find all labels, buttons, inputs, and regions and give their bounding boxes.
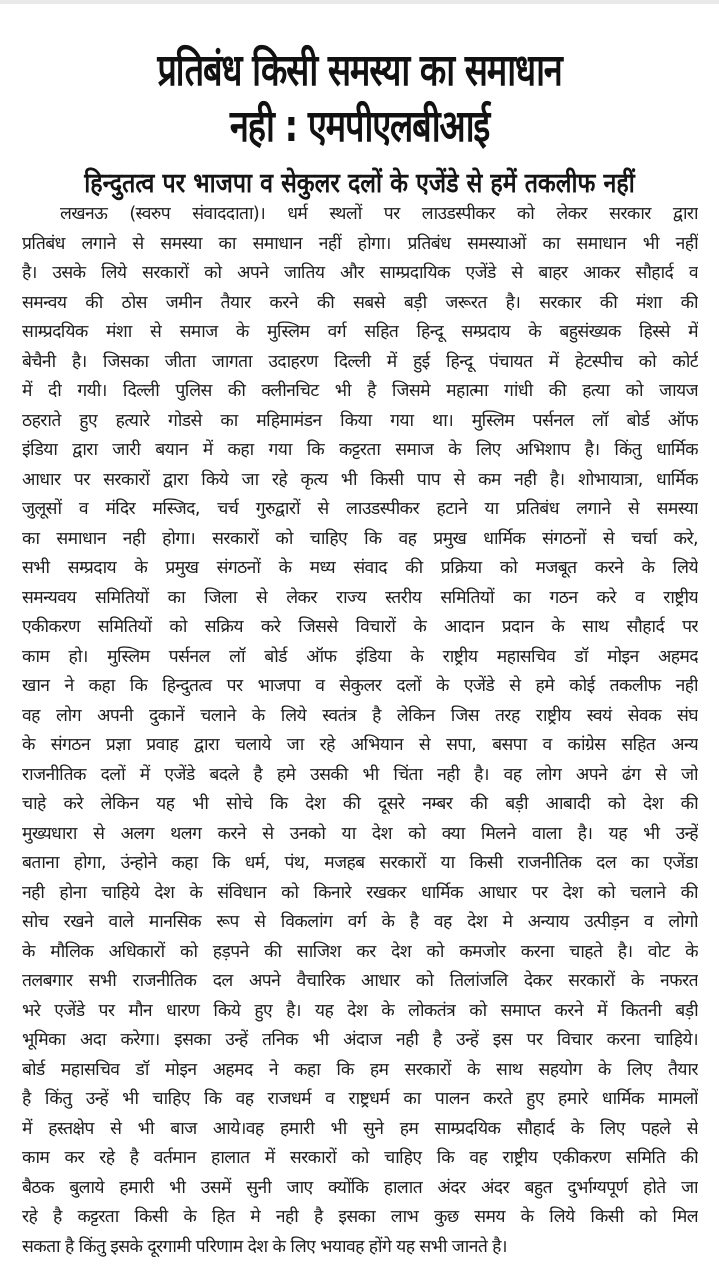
body-line: समन्यवय समितियों का जिला से लेकर राज्य स्तरीय समितियों का गठन करे व राष्ट्रीय	[22, 587, 698, 608]
body-line: वह लोग अपनी दुकानें चलाने के लिये स्वतंत्र है लेकिन जिस तरह राष्ट्रीय स्वयं सेवक संघ	[22, 705, 698, 726]
body-line: में दी गयी। दिल्ली पुलिस की क्लीनचिट भी है जिसमे महात्मा गांधी की हत्या को जायज	[22, 381, 698, 401]
body-line: सोच रखने वाले मानसिक रूप से विकलांग वर्ग के है वह देश मे अन्याय उत्पीड़न व लोगो	[22, 912, 698, 932]
body-line: लखनऊ (स्वरुप संवाददाता)। धर्म स्थलों पर लाउडस्पीकर को लेकर सरकार द्वारा	[60, 204, 698, 224]
body-line: बेचैनी है। जिसका जीता जागता उदाहरण दिल्ली में हुई हिन्दू पंचायत में हेटस्पीच को कोर्ट	[22, 351, 698, 372]
body-line: बोर्ड महासचिव डॉ मोइन अहमद ने कहा कि हम सरकारों के साथ सहयोग के लिए तैयार	[22, 1059, 698, 1080]
body-line: के मौलिक अधिकारों को हड़पने की साजिश कर देश को कमजोर करना चाहते है। वोट के	[22, 941, 698, 962]
body-line: बताना होगा, उंन्होने कहा कि धर्म, पंथ, मजहब सरकारों या किसी राजनीतिक दल का एजेंडा	[22, 853, 698, 873]
body-line: भूमिका अदा करेगा। इसका उन्हें तनिक भी अंदाज नही है उन्हें इस पर विचार करना चाहिये।	[22, 1030, 698, 1050]
body-line: है। उसके लिये सरकारों को अपने जातिय और साम्प्रदायिक एजेंडे से बाहर आकर सौहार्द व	[22, 263, 698, 283]
body-line: में हस्तक्षेप से भी बाज आये।वह हमारी भी सुने हम साम्प्रदयिक सौहार्द के लिए पहले से	[22, 1118, 698, 1139]
body-line: सभी सम्प्रदाय के प्रमुख संगठनों के मध्य संवाद की प्रक्रिया को मजबूत करने के लिये	[22, 558, 698, 578]
body-line: राजनीतिक दलों में एजेंडे बदले है हमे उसकी भी चिंता नही है। वह लोग अपने ढंग से जो	[22, 764, 698, 785]
body-line: एकीकरण समितियों को सक्रिय करे जिससे विचारों के आदान प्रदान के साथ सौहार्द पर	[22, 617, 698, 637]
body-line: के संगठन प्रज्ञा प्रवाह द्वारा चलाये जा रहे अभियान से सपा, बसपा व कांग्रेस सहित अन्य	[22, 735, 698, 755]
body-line: समन्वय की ठोस जमीन तैयार करने की सबसे बड़ी जरूरत है। सरकार की मंशा की	[22, 292, 698, 313]
page-top-edge	[0, 0, 719, 4]
body-line: ठहराते हुए हत्यारे गोडसे का महिमामंडन किया गया था। मुस्लिम पर्सनल लॉ बोर्ड ऑफ	[22, 410, 698, 431]
body-line: प्रतिबंध लगाने से समस्या का समाधान नहीं होगा। प्रतिबंध समस्याओं का समाधान भी नहीं	[22, 233, 698, 254]
article-body	[22, 200, 698, 1262]
body-line: जुलूसों व मंदिर मस्जिद, चर्च गुरुद्वारों से लाउडस्पीकर हटाने या प्रतिबंध लगाने से समस्या	[22, 499, 698, 519]
body-line: नही होना चाहिये देश के संविधान को किनारे रखकर धार्मिक आधार पर देश को चलाने की	[22, 882, 698, 903]
headline-line-1: प्रतिबंध किसी समस्या का समाधान	[157, 45, 562, 97]
body-line: बैठक बुलाये हमारी भी उसमें सुनी जाए क्योंकि हालात अंदर अंदर बहुत दुर्भाग्यपूर्ण होते जा	[22, 1177, 698, 1198]
body-line: काम हो। मुस्लिम पर्सनल लॉ बोर्ड ऑफ इंडिया के राष्ट्रीय महासचिव डॉ मोइन अहमद	[22, 646, 698, 667]
body-line: तलबगार सभी राजनीतिक दल अपने वैचारिक आधार को तिलांजलि देकर सरकारों के नफरत	[22, 971, 698, 991]
body-line: काम कर रहे है वर्तमान हालात में सरकारों को चाहिए कि वह राष्ट्रीय एकीकरण समिति की	[22, 1148, 698, 1168]
article-headline	[79, 43, 640, 155]
body-line: आधार पर सरकारों द्वारा किये जा रहे कृत्य भी किसी पाप से कम नही है। शोभायात्रा, धार्मिक	[22, 469, 698, 490]
body-line: रहे है कट्टरता किसी के हित मे नही है इसका लाभ कुछ समय के लिये किसी को मिल	[22, 1207, 698, 1227]
body-line: साम्प्रदयिक मंशा से समाज के मुस्लिम वर्ग सहित हिन्दू सम्प्रदाय के बहुसंख्यक हिस्से में	[22, 322, 698, 342]
body-line: चाहे करे लेकिन यह भी सोचे कि देश की दूसरे नम्बर की बड़ी आबादी को देश की	[22, 794, 698, 814]
body-line: खान ने कहा कि हिन्दुतत्व पर भाजपा व सेकुलर दलों के एजेंडे से हमे कोई तकलीफ नही	[22, 676, 698, 696]
body-line: भरे एजेंडे पर मौन धारण किये हुए है। यह देश के लोकतंत्र को समाप्त करने में कितनी बड़ी	[22, 1000, 698, 1021]
headline-line-2: नही : एमपीएलबीआई	[229, 101, 490, 153]
body-line: मुख्यधारा से अलग थलग करने से उनको या देश को क्या मिलने वाला है। यह भी उन्हें	[22, 823, 698, 844]
body-line: है किंतु उन्हें भी चाहिए कि वह राजधर्म व राष्ट्रधर्म का पालन करते हुए हमारे धार्मिक मामलों	[22, 1089, 698, 1109]
body-line: इंडिया द्वारा जारी बयान में कहा गया कि कट्टरता समाज के लिए अभिशाप है। किंतु धार्मिक	[22, 440, 698, 460]
article-subheadline: हिन्दुतत्व पर भाजपा व सेकुलर दलों के एजेंडे से हमें तकलीफ नहीं	[84, 168, 635, 200]
body-line: सकता है किंतु इसके दूरगामी परिणाम देश के लिए भयावह होंगे यह सभी जानते है।	[22, 1236, 507, 1257]
body-line: का समाधान नही होगा। सरकारों को चाहिए कि वह प्रमुख धार्मिक संगठनों से चर्चा करे,	[22, 528, 698, 549]
